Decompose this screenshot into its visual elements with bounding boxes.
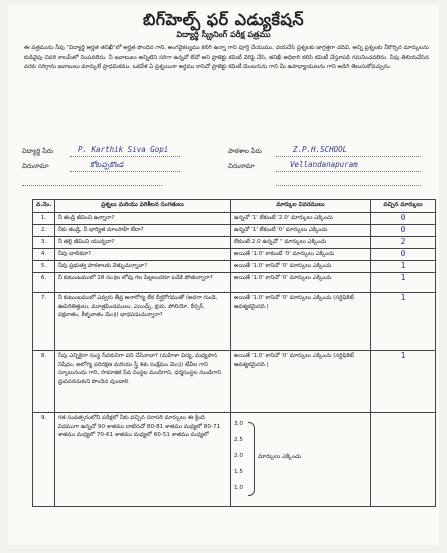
col-header-question: ప్రశ్నలు మరియు పరిశీలన సంగతులు: [55, 200, 231, 213]
scale-brace: [248, 422, 255, 496]
col-header-criteria: మార్కుల వివరములు: [231, 200, 371, 213]
school-address-line: [276, 171, 421, 172]
row-mark[interactable]: 2: [371, 237, 436, 249]
row-mark[interactable]: 0: [371, 249, 436, 261]
row-number: 1.: [33, 213, 55, 225]
row-number: 9.: [33, 413, 55, 507]
col-header-serial: వ.నెం.: [33, 200, 55, 213]
table-row: [33, 413, 436, 507]
school-name-value[interactable]: Z.P.H.SCHOOL: [293, 145, 348, 154]
row-mark[interactable]: 1: [371, 351, 436, 413]
row-criteria: అయితే '1.0' కానిచో '0' మార్కులు ఎక్కించు: [231, 273, 371, 293]
school-address-value[interactable]: Vellandanapuram: [290, 160, 358, 169]
row-mark[interactable]: [371, 413, 436, 507]
row-mark[interactable]: 1: [371, 273, 436, 293]
table-row: [33, 273, 436, 293]
table-row: [33, 213, 436, 225]
screening-table: [32, 199, 436, 507]
table-row: [33, 293, 436, 351]
table-row: [33, 225, 436, 237]
row-number: 5.: [33, 261, 55, 273]
student-address-label: చిరునామా: [22, 162, 49, 170]
row-mark[interactable]: 0: [371, 213, 436, 225]
blank-line-right: [276, 185, 421, 186]
table-row: [33, 261, 436, 273]
row-number: 3.: [33, 237, 55, 249]
row-criteria: అయితే '1.0' కానిచో '0' మార్కులు ఎక్కించు (సర్టిఫికెట్ ఆవశ్యకమైనది.): [231, 293, 371, 351]
row-criteria-scale: [231, 413, 371, 507]
scale-value: 3.0: [234, 421, 243, 427]
scale-value: 2.5: [234, 437, 243, 443]
scale-value: 1.0: [234, 485, 243, 491]
row-question: నీ తల్లి జీవించి యున్నదా?: [55, 237, 231, 249]
row-criteria: ఉన్నచో '1' లేకుంటే '2.0' మార్కులు ఎక్కించు: [231, 213, 371, 225]
row-criteria: లేకుంటే 2.0 ఉన్నచో '' మార్కులు ఎక్కించు: [231, 237, 371, 249]
instructions-paragraph: ఈ పత్రమును నీవు "విద్యార్థి అర్హత తనిఖీ"లో అర్హత పొందిన గాని, అంగవైకల్యము కలిగి ఉన్నా గాని పూర్తి చేయుము, దయచేసి ప్రశ్నలకు జాగ్రత్తగా చదివి, అన్ని ప్రశ్నలకు నీకొర్పిన మార్కులను కుడివైపు చివరి కాలమ్‌లో నింపవలెను. నీ జవాబులు అన్నిటిని సరిగా ఉన్నవో లేవో అని ప్రాజెక్టు కమిటీ వెరిఫై చేసి, తనిఖీ అధికారి కలిసి కమిటీ చేస్తూపడి గమనించవలెను. నీవు తెలియచేసిన వరకు సరిగ్గాను జవాబులు మార్కులే ప్రాధమికము. ఒకవేళ ఏ ప్రశ్నయినా అర్థము కానిచో ప్రాజెక్టు కమిటీ మెంబరును గాని మీ ఉపాధ్యాయులను గాని అడిగి తెలుసుకోవచ్చును.: [24, 45, 429, 71]
scale-value: 2.0: [234, 453, 243, 459]
row-question: నీవు ఎన్నికైనా సంస్థ సేవకునిగా పని చేసినావా? (మహిళా విద్య, మధ్యపాన నిషేధం, అలోగ్య పరిరక్షణ మరియు స్త్రీ శిశు సంక్షేమం మొ॥) టీవీల గాని స్కూలునందు గాని, సామాజిక సేవ సంస్థల మందిగాని, ధర్మసంస్థల నుండిగాని ధ్రువపరచుకుని పొందిన వుండాలి.: [55, 351, 231, 413]
student-name-label: విద్యార్థి పేరు: [22, 147, 54, 155]
table-row: [33, 249, 436, 261]
table-row: [33, 237, 436, 249]
row-criteria: ఉన్నచో '1' లేకుంటే '0' మార్కులు ఎక్కించు: [231, 225, 371, 237]
scale-value: 1.5: [234, 469, 243, 475]
student-address-line: [70, 171, 180, 172]
row-question: నీవు ప్రభుత్వ పాఠశాలకు వెళ్ళుచున్నావా?: [55, 261, 231, 273]
marks-scale: [234, 420, 367, 498]
table-header-row: [33, 200, 436, 213]
row-question: నీ కుటుంబములో 18 సం॥ల లోపు గల పిల్లలందరూ బడికి పోతున్నారా?: [55, 273, 231, 293]
scale-instruction: మార్కులు ఎక్కించు: [258, 454, 302, 460]
row-question: నీవు బాలికవా?: [55, 249, 231, 261]
school-name-line: [276, 156, 421, 157]
row-number: 4.: [33, 249, 55, 261]
row-mark[interactable]: 0: [371, 225, 436, 237]
blank-line-left: [22, 185, 162, 186]
row-mark[interactable]: 1: [371, 261, 436, 273]
row-number: 2.: [33, 225, 55, 237]
form-subtitle: విద్యార్థి స్క్రీనింగ్ పరీక్ష పత్రము: [176, 30, 271, 39]
col-header-marks: వచ్చిన మార్కులు: [371, 200, 436, 213]
student-name-line: [70, 156, 180, 157]
row-mark[interactable]: 1: [371, 293, 436, 351]
row-criteria: అయితే '1.0' కానిచో '0' మార్కులు ఎక్కించు (సర్టిఫికెట్ ఆవశ్యకమైనది.): [231, 351, 371, 413]
school-name-label: పాఠశాల పేరు: [228, 147, 262, 155]
row-criteria: అయితే '1.0' కాకుంటే '0' మార్కులు ఎక్కించు: [231, 249, 371, 261]
row-number: 7.: [33, 293, 55, 351]
table-row: [33, 351, 436, 413]
student-name-value[interactable]: P. Karthik Siva Gopi: [78, 145, 169, 154]
row-criteria: అయితే '1.0' కానిచో '0' మార్కులు ఎక్కించు: [231, 261, 371, 273]
row-question: నీ కుటుంబములో ఎవ్వరు తీవ్ర అనారోగ్య లేక దీర్ఘరోగముతో (అనగా గుండె, ఊపిరితిత్తులు, మూత్రపిండములు, ఎయిడ్స్, క్షయ, పోలియో, కేన్సర్, పక్షవాతం, కీళ్ళవాతం మొ॥) భాధపడుచున్నారా?: [55, 293, 231, 351]
row-question: నీకు తండ్రి, నీ భార్యిత మాంసాహే లేదా?: [55, 225, 231, 237]
form-title: బిగ్‌హెల్ప్ ఫర్ ఎడ్యుకేషన్: [142, 10, 305, 29]
row-number: 8.: [33, 351, 55, 413]
row-question: నీ తండ్రి జీవించి ఉన్నారా?: [55, 213, 231, 225]
school-address-label: చిరునామా: [228, 162, 255, 170]
row-number: 6.: [33, 273, 55, 293]
screening-form: [8, 4, 439, 545]
student-address-value[interactable]: కోటప్పకొండ: [90, 160, 124, 169]
row-question: గత సంవత్సరంలోని పరీక్షలో నీకు వచ్చిన సరాసరి మార్కులు ఈ క్రింది విధముగా ఉన్నచో 90 శాతము దాటినచో 80-81 శాతము మధ్యలో 80-71 శాతము మధ్యలో 70-61 శాతము మధ్యలో 60-51 శాతము మధ్యలో: [55, 413, 231, 507]
